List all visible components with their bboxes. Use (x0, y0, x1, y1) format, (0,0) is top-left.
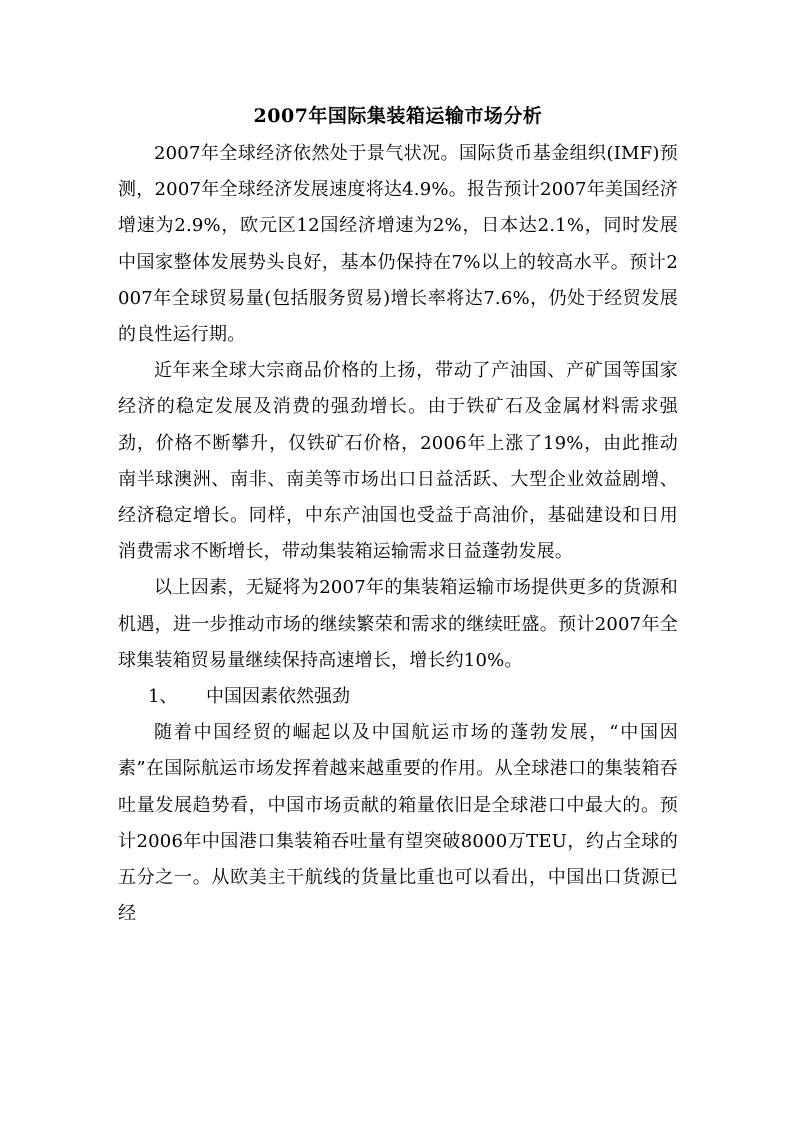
paragraph-china-factor: 随着中国经贸的崛起以及中国航运市场的蓬勃发展，“中国因素”在国际航运市场发挥着越来越重要的作用。从全球港口的集装箱吞吐量发展趋势看，中国市场贡献的箱量依旧是全球港口中最大的。预计2006年中国港口集装箱吞吐量有望突破8000万TEU，约占全球的五分之一。从欧美主干航线的货量比重也可以看出，中国出口货源已经 (118, 722, 678, 925)
section-heading (118, 679, 678, 715)
paragraph-market-outlook: 以上因素，无疑将为2007年的集装箱运输市场提供更多的货源和机遇，进一步推动市场的继续繁荣和需求的继续旺盛。预计2007年全球集装箱贸易量继续保持高速增长，增长约10%。 (118, 577, 678, 671)
section-title: 中国因素依然强劲 (206, 686, 350, 708)
paragraph-commodity-prices: 近年来全球大宗商品价格的上扬，带动了产油国、产矿国等国家经济的稳定发展及消费的强劲增长。由于铁矿石及金属材料需求强劲，价格不断攀升，仅铁矿石价格，2006年上涨了19%，由此推动南半球澳洲、南非、南美等市场出口日益活跃、大型企业效益剧增、经济稳定增长。同样，中东产油国也受益于高油价，基础建设和日用消费需求不断增长，带动集装箱运输需求日益蓬勃发展。 (118, 360, 678, 563)
section-number: 1、 (148, 686, 178, 708)
document-title: 2007年国际集装箱运输市场分析 (253, 105, 543, 127)
document-page (118, 96, 678, 932)
paragraph-global-economy: 2007年全球经济依然处于景气状况。国际货币基金组织(IMF)预测，2007年全球经济发展速度将达4.9%。报告预计2007年美国经济增速为2.9%，欧元区12国经济增速为2%，日本达2.1%，同时发展中国家整体发展势头良好，基本仍保持在7%以上的较高水平。预计2007年全球贸易量(包括服务贸易)增长率将达7.6%，仍处于经贸发展的良性运行期。 (118, 143, 678, 346)
